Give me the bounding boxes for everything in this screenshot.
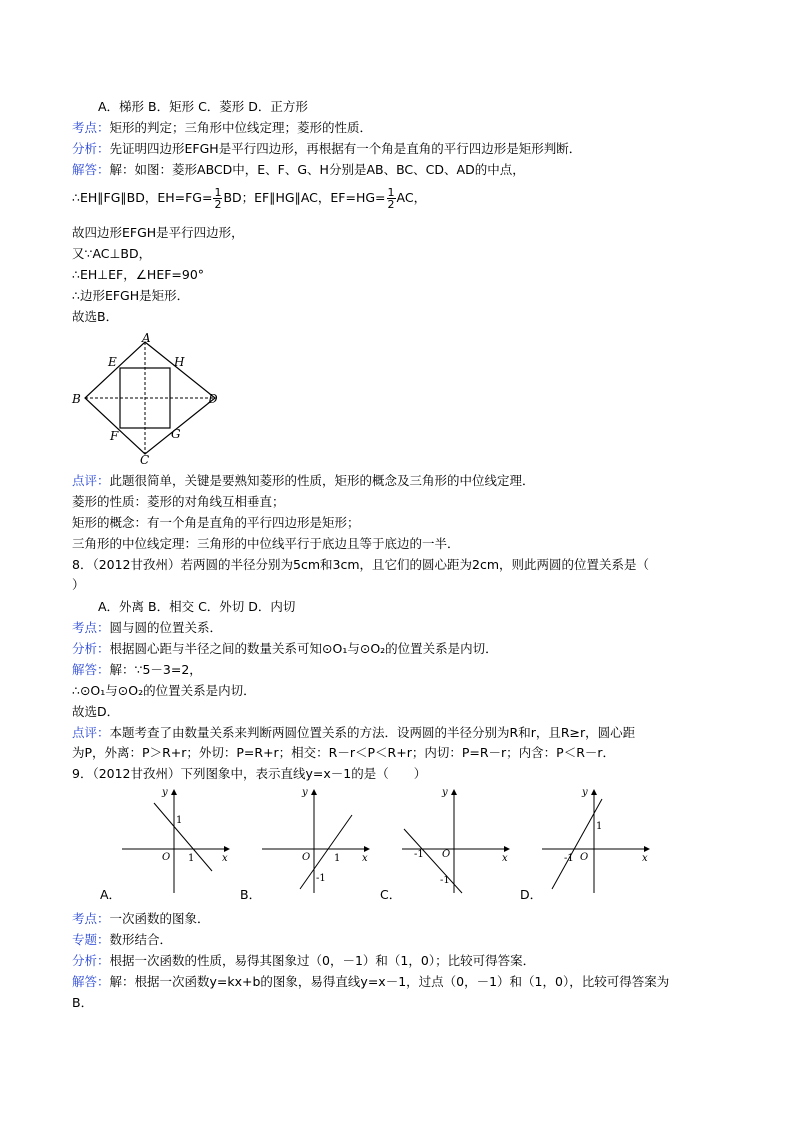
dianping-text: 本题考查了由数量关系来判断两圆位置关系的方法．设两圆的半径分别为R和r，且R≥r，圆心距	[109, 725, 636, 740]
q8-options: A．外离 B．相交 C．外切 D．内切	[98, 599, 296, 614]
label-g: G	[171, 427, 181, 441]
label-d: D	[208, 392, 218, 406]
q8-jieda	[72, 661, 202, 679]
zhuanti-label: 专题：	[72, 932, 110, 947]
x-label: x	[222, 853, 228, 864]
x-axis-arrow	[644, 846, 650, 852]
eh-text-b: BD；EF∥HG∥AC，EF=HG=	[223, 190, 386, 205]
fraction-half	[213, 187, 222, 210]
q7-line5: ∴边形EFGH是矩形．	[72, 288, 190, 303]
q7-kaodian	[72, 119, 372, 137]
y-label: y	[302, 787, 308, 798]
tick-label: -1	[316, 873, 326, 884]
graph-c	[398, 785, 518, 900]
y-label: y	[442, 787, 448, 798]
tick-label: -1	[414, 849, 424, 860]
y-axis-arrow	[591, 789, 597, 795]
option-d-label: D．	[520, 887, 543, 902]
dianping-text: 此题很简单，关键是要熟知菱形的性质，矩形的概念及三角形的中位线定理．	[109, 473, 535, 488]
graph-a	[118, 785, 238, 900]
frac-num: 1	[214, 186, 222, 199]
q9-stem: 9．（2012甘孜州）下列图象中，表示直线y=x－1的是（ ）	[72, 766, 427, 781]
y-label: y	[582, 787, 588, 798]
y-axis-arrow	[171, 789, 177, 795]
q7-dianping	[72, 472, 535, 490]
tick-label: 1	[334, 853, 341, 864]
option-a-label: A．	[100, 887, 122, 902]
origin-label: O	[162, 852, 171, 863]
option-c-label: C．	[380, 887, 402, 902]
label-e: E	[108, 355, 117, 369]
rhombus-figure	[70, 330, 230, 465]
kaodian-label: 考点：	[72, 120, 110, 135]
fenxi-label: 分析：	[72, 953, 110, 968]
q9-fenxi	[72, 952, 535, 970]
q7-jieda	[72, 161, 525, 179]
q7-line2: 故四边形EFGH是平行四边形，	[72, 225, 244, 240]
q7-line3: 又∵AC⊥BD，	[72, 246, 152, 261]
q7-p2: 矩形的概念：有一个角是直角的平行四边形是矩形；	[72, 515, 360, 530]
jieda-label: 解答：	[72, 662, 110, 677]
q8-line3: 故选D．	[72, 704, 120, 719]
zhuanti-text: 数形结合．	[109, 932, 173, 947]
kaodian-label: 考点：	[72, 911, 110, 926]
kaodian-label: 考点：	[72, 620, 110, 635]
eh-text-c: AC，	[396, 190, 427, 205]
label-a: A	[142, 331, 151, 345]
y-label: y	[162, 787, 168, 798]
y-axis-arrow	[311, 789, 317, 795]
jieda-label: 解答：	[72, 974, 110, 989]
q7-line6: 故选B．	[72, 309, 119, 324]
dianping-label: 点评：	[72, 725, 110, 740]
origin-label: O	[580, 852, 589, 863]
q9-jieda2: B．	[72, 995, 94, 1010]
jieda-text: 解：∵5－3=2，	[109, 662, 202, 677]
q9-jieda	[72, 973, 669, 991]
fraction-half	[387, 187, 396, 210]
fenxi-text: 根据圆心距与半径之间的数量关系可知⊙O₁与⊙O₂的位置关系是内切．	[109, 641, 498, 656]
q7-line4: ∴EH⊥EF，∠HEF=90°	[72, 267, 205, 282]
q7-eh-line	[72, 186, 426, 210]
option-b-label: B．	[240, 887, 262, 902]
x-label: x	[362, 853, 368, 864]
q8-line2: ∴⊙O₁与⊙O₂的位置关系是内切．	[72, 683, 256, 698]
frac-den: 2	[387, 198, 395, 211]
q8-fenxi	[72, 640, 498, 658]
label-h: H	[174, 355, 185, 369]
eh-text-a: ∴EH∥FG∥BD，EH=FG=	[72, 190, 213, 205]
q7-p3: 三角形的中位线定理：三角形的中位线平行于底边且等于底边的一半．	[72, 536, 460, 551]
q8-kaodian	[72, 619, 222, 637]
jieda-text: 解：如图：菱形ABCD中，E、F、G、H分别是AB、BC、CD、AD的中点，	[109, 162, 525, 177]
graph-d	[538, 785, 658, 900]
jieda-text: 解：根据一次函数y=kx+b的图象，易得直线y=x－1，过点（0，－1）和（1，0），比较可得答案为	[109, 974, 670, 989]
frac-den: 2	[214, 198, 222, 211]
origin-label: O	[302, 852, 311, 863]
q7-p1: 菱形的性质：菱形的对角线互相垂直；	[72, 494, 285, 509]
dianping-label: 点评：	[72, 473, 110, 488]
x-axis-arrow	[504, 846, 510, 852]
x-label: x	[642, 853, 648, 864]
fenxi-label: 分析：	[72, 641, 110, 656]
graph-b	[258, 785, 378, 900]
fenxi-label: 分析：	[72, 141, 110, 156]
x-axis-arrow	[364, 846, 370, 852]
tick-label: 1	[176, 815, 183, 826]
q7-options: A．梯形 B．矩形 C．菱形 D．正方形	[98, 99, 308, 114]
fenxi-text: 根据一次函数的性质，易得其图象过（0，－1）和（1，0）；比较可得答案．	[109, 953, 536, 968]
jieda-label: 解答：	[72, 162, 110, 177]
label-b: B	[72, 392, 81, 406]
q8-stem: 8．（2012甘孜州）若两圆的半径分别为5cm和3cm，且它们的圆心距为2cm，则此两圆的位置关系是（	[72, 557, 650, 572]
tick-label: -1	[564, 853, 574, 864]
origin-label: O	[442, 849, 451, 860]
q8-dianping2: 为P，外离：P＞R+r；外切：P=R+r；相交：R－r＜P＜R+r；内切：P=R－r；内含：P＜R－r．	[72, 745, 616, 760]
label-c: C	[140, 453, 150, 465]
tick-label: 1	[596, 821, 603, 832]
kaodian-text: 矩形的判定；三角形中位线定理；菱形的性质．	[109, 120, 373, 135]
q8-dianping	[72, 724, 635, 742]
y-axis-arrow	[451, 789, 457, 795]
q7-fenxi	[72, 140, 581, 158]
graph-line	[404, 829, 462, 893]
x-label: x	[502, 853, 508, 864]
tick-label: 1	[188, 853, 195, 864]
kaodian-text: 一次函数的图象．	[109, 911, 210, 926]
frac-num: 1	[387, 186, 395, 199]
fenxi-text: 先证明四边形EFGH是平行四边形，再根据有一个角是直角的平行四边形是矩形判断．	[109, 141, 582, 156]
q9-zhuanti	[72, 931, 172, 949]
tick-label: -1	[440, 875, 450, 886]
x-axis-arrow	[224, 846, 230, 852]
q9-kaodian	[72, 910, 210, 928]
label-f: F	[110, 429, 119, 443]
q8-stem-close: ）	[72, 577, 85, 592]
kaodian-text: 圆与圆的位置关系．	[109, 620, 223, 635]
